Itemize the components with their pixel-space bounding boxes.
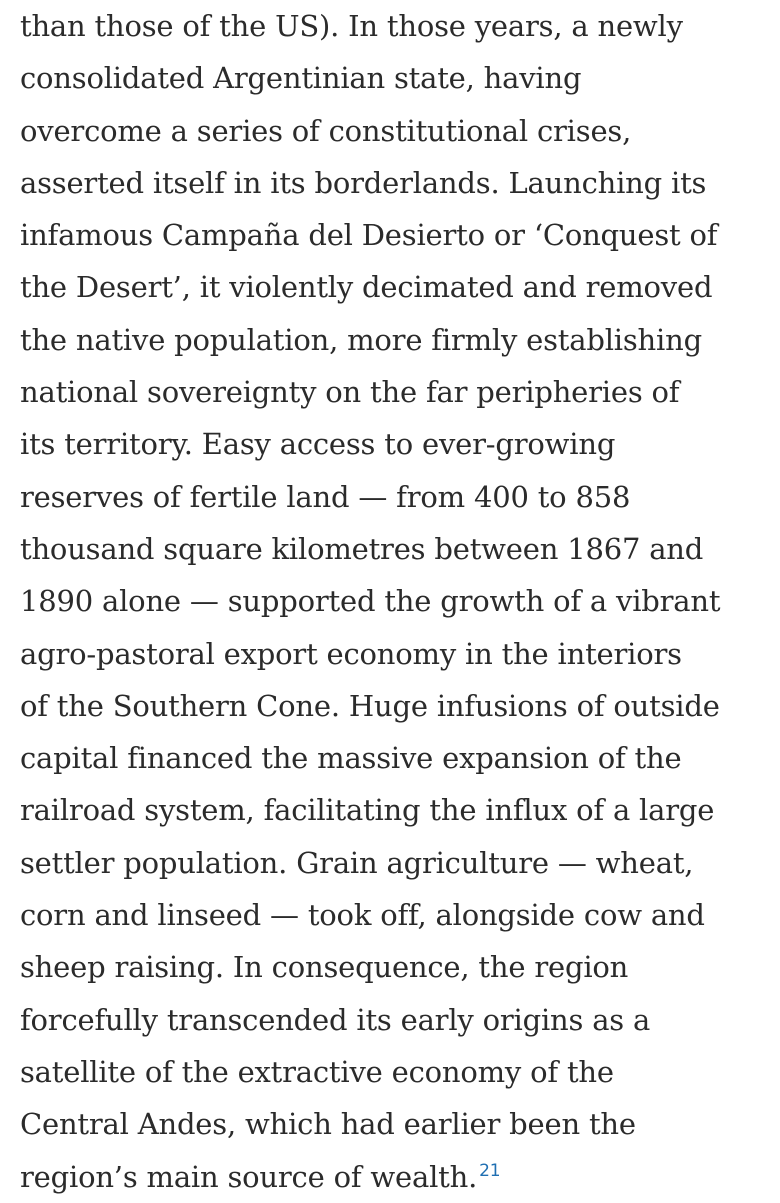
- paragraph-line: capital financed the massive expansion of the: [20, 741, 682, 776]
- paragraph-line: sheep raising. In consequence, the region: [20, 950, 629, 985]
- paragraph-line: infamous Campaña del Desierto or ‘Conquest of: [20, 218, 718, 253]
- paragraph-line: settler population. Grain agriculture — wheat,: [20, 845, 694, 880]
- paragraph-line: corn and linseed — took off, alongside cow and: [20, 898, 705, 933]
- paragraph-line: railroad system, facilitating the influx of a large: [20, 793, 715, 828]
- paragraph: [20, 0, 765, 1203]
- paragraph-line: its territory. Easy access to ever-growing: [20, 427, 616, 462]
- paragraph-line: 1890 alone — supported the growth of a vibrant: [20, 584, 721, 619]
- paragraph-line: than those of the US). In those years, a newly: [20, 9, 683, 43]
- paragraph-line: satellite of the extractive economy of the: [20, 1054, 614, 1089]
- paragraph-line: the Desert’, it violently decimated and removed: [20, 270, 713, 305]
- paragraph-line: the native population, more firmly establishing: [20, 322, 702, 357]
- paragraph-line-text: region’s main source of wealth.: [20, 1159, 478, 1194]
- article-body: [20, 0, 765, 1203]
- paragraph-line: agro-pastoral export economy in the interiors: [20, 636, 682, 671]
- paragraph-line: reserves of fertile land — from 400 to 858: [20, 479, 631, 514]
- paragraph-line: overcome a series of constitutional crises,: [20, 113, 632, 148]
- paragraph-line: forcefully transcended its early origins as a: [20, 1002, 651, 1037]
- paragraph-line: thousand square kilometres between 1867 and: [20, 531, 704, 566]
- paragraph-last-line: [20, 1151, 765, 1203]
- paragraph-line: consolidated Argentinian state, having: [20, 61, 582, 96]
- paragraph-line: asserted itself in its borderlands. Launching its: [20, 165, 707, 200]
- paragraph-line: national sovereignty on the far peripheries of: [20, 375, 680, 410]
- footnote-link[interactable]: 21: [479, 1160, 501, 1181]
- paragraph-line: Central Andes, which had earlier been the: [20, 1107, 636, 1142]
- paragraph-line: of the Southern Cone. Huge infusions of outside: [20, 688, 720, 723]
